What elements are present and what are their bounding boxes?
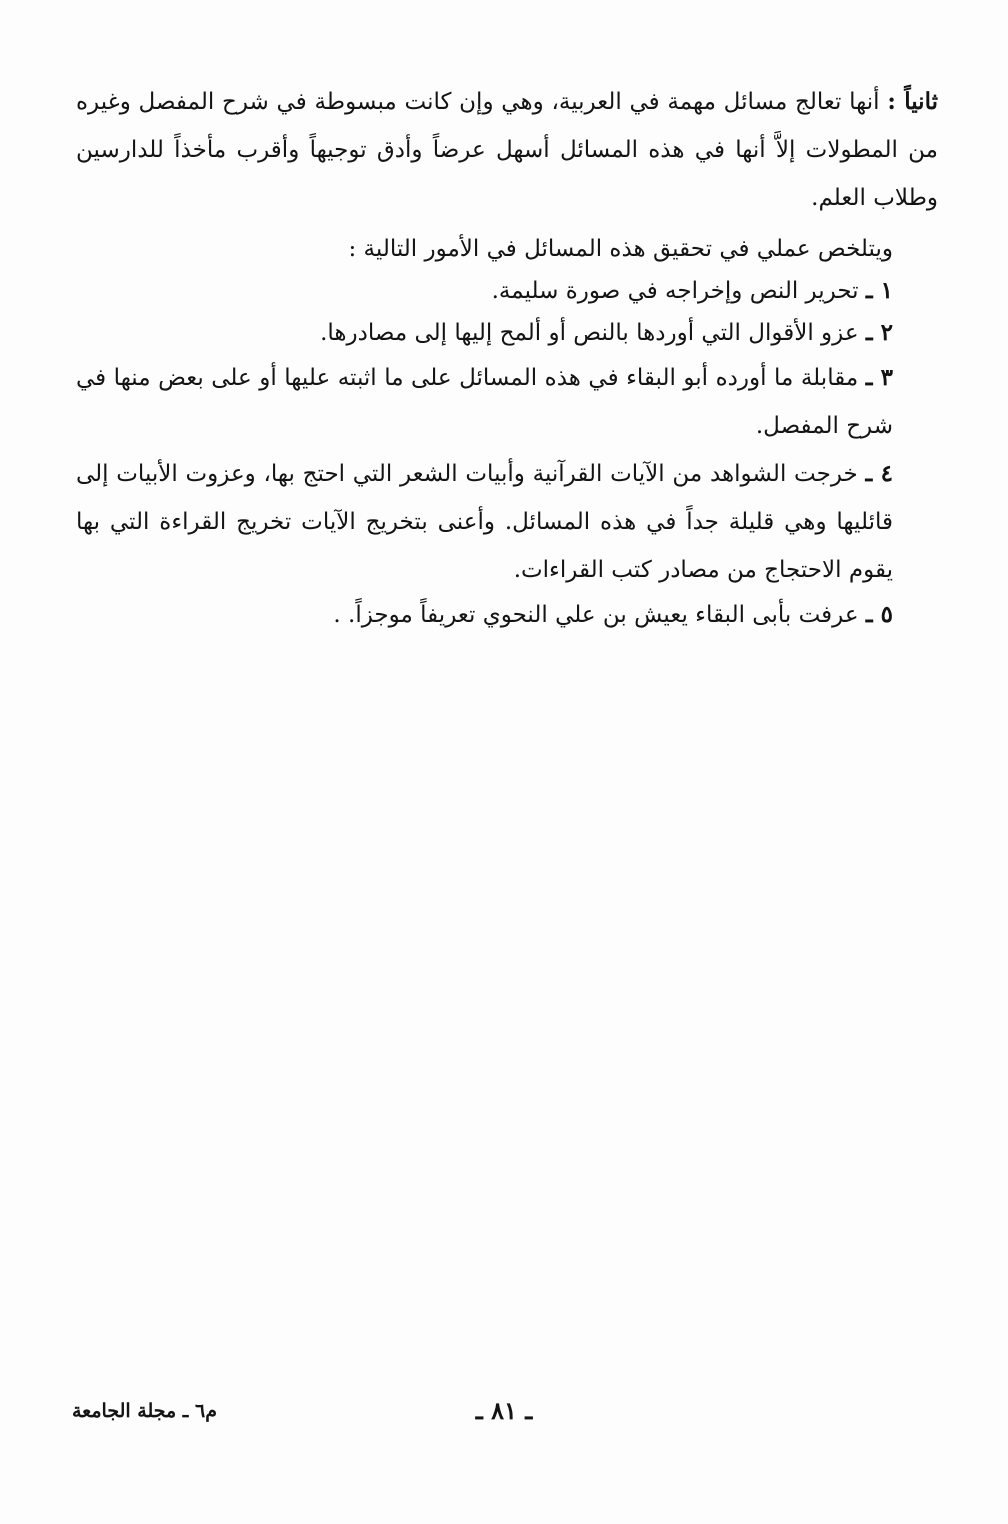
paragraph-work-intro: ويتلخص عملي في تحقيق هذه المسائل في الأمور التالية : bbox=[348, 236, 893, 262]
list-item bbox=[76, 354, 938, 450]
list-item-text: تحرير النص وإخراجه في صورة سليمة. bbox=[491, 278, 859, 304]
list-item-number: ٥ ـ bbox=[865, 601, 893, 628]
page-number: ـ ٨١ ـ bbox=[475, 1396, 533, 1425]
list-item-text: عرفت بأبى البقاء يعيش بن علي النحوي تعريفاً موجزاً. . bbox=[333, 602, 859, 628]
journal-signature: م٦ ـ مجلة الجامعة bbox=[72, 1400, 217, 1422]
list-item-number: ٣ ـ bbox=[865, 364, 893, 391]
list-item-text: خرجت الشواهد من الآيات القرآنية وأبيات الشعر التي احتج بها، وعزوت الأبيات إلى قائليها وهي قليلة جداً في هذه المسائل. وأعنى بتخريج الآيات تخريج القراءة التي بها يقوم الاحتجاج من مصادر كتب القراءات. bbox=[76, 461, 893, 583]
list-item-number: ٢ ـ bbox=[865, 319, 893, 346]
list-item-number: ٤ ـ bbox=[865, 460, 893, 487]
list-item bbox=[76, 270, 938, 312]
second-point-label: ثانياً : bbox=[887, 88, 938, 115]
list-item bbox=[76, 450, 938, 594]
list-item-number: ١ ـ bbox=[865, 277, 893, 304]
body-text bbox=[76, 78, 938, 636]
list-item bbox=[76, 594, 938, 636]
second-point-text: أنها تعالج مسائل مهمة في العربية، وهي وإن كانت مبسوطة في شرح المفصل وغيره من المطولات إلاَّ أنها في هذه المسائل أسهل عرضاً وأدق توجيهاً وأقرب مأخذاً للدارسين وطلاب العلم. bbox=[76, 89, 938, 211]
paragraph-second-point bbox=[76, 78, 938, 222]
list-item bbox=[76, 312, 938, 354]
list-item-text: مقابلة ما أورده أبو البقاء في هذه المسائل على ما اثبته عليها أو على بعض منها في شرح المفصل. bbox=[76, 365, 893, 439]
list-item-text: عزو الأقوال التي أوردها بالنص أو ألمح إليها إلى مصادرها. bbox=[320, 320, 859, 346]
